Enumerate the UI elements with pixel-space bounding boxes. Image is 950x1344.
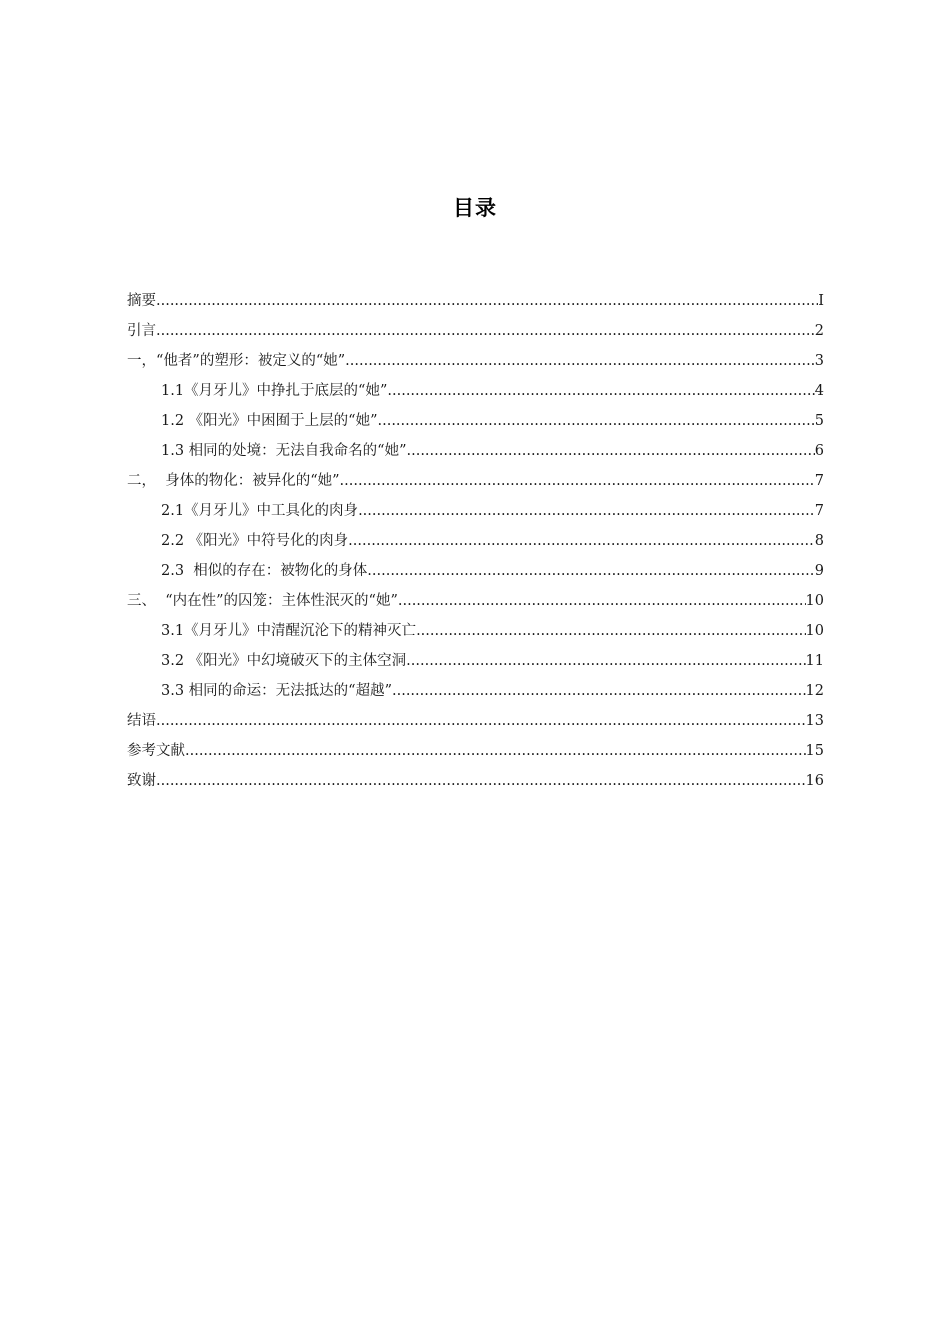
toc-entry-title: 3.2 《阳光》中幻境破灭下的主体空洞	[161, 653, 407, 669]
toc-entry-page-number: 4	[814, 383, 824, 399]
toc-entry-title: 2.3 相似的存在：被物化的身体	[161, 563, 368, 579]
table-of-contents	[127, 290, 824, 800]
toc-dot-leader	[367, 560, 814, 582]
toc-entry-page-number: 7	[814, 473, 824, 489]
toc-entry[interactable]	[127, 470, 824, 500]
toc-dot-leader	[392, 680, 806, 702]
toc-dot-leader	[348, 530, 815, 552]
toc-entry-title: 三、 “内在性”的囚笼：主体性泯灭的“她”	[127, 593, 398, 609]
toc-entry-title: 二， 身体的物化：被异化的“她”	[127, 473, 340, 489]
toc-entry-page-number: 7	[814, 503, 824, 519]
toc-entry[interactable]	[127, 650, 824, 680]
toc-dot-leader	[156, 770, 806, 792]
toc-dot-leader	[407, 440, 815, 462]
toc-entry-page-number: 16	[805, 773, 824, 789]
toc-dot-leader	[416, 620, 805, 642]
toc-entry-title: 1.1《月牙儿》中挣扎于底层的“她”	[161, 383, 388, 399]
page-title: 目录	[453, 196, 497, 220]
toc-entry[interactable]	[127, 620, 824, 650]
toc-entry-title: 2.1《月牙儿》中工具化的肉身	[161, 503, 359, 519]
toc-entry-title: 1.2 《阳光》中困囿于上层的“她”	[161, 413, 378, 429]
toc-entry[interactable]	[127, 590, 824, 620]
toc-dot-leader	[358, 500, 815, 522]
toc-dot-leader	[345, 350, 815, 372]
toc-entry[interactable]	[127, 680, 824, 710]
toc-entry-title: 一，“他者”的塑形：被定义的“她”	[127, 353, 346, 369]
toc-entry[interactable]	[127, 350, 824, 380]
toc-entry[interactable]	[127, 710, 824, 740]
toc-dot-leader	[398, 590, 806, 612]
toc-entry-title: 摘要	[127, 293, 156, 309]
toc-entry-page-number: 10	[805, 593, 824, 609]
toc-entry-page-number: 8	[814, 533, 824, 549]
toc-entry-title: 2.2 《阳光》中符号化的肉身	[161, 533, 349, 549]
toc-entry[interactable]	[127, 380, 824, 410]
toc-entry-page-number: 2	[814, 323, 824, 339]
toc-dot-leader	[406, 650, 805, 672]
toc-entry-title: 引言	[127, 323, 156, 339]
toc-entry-page-number: I	[818, 293, 824, 309]
toc-entry-page-number: 5	[814, 413, 824, 429]
toc-entry[interactable]	[127, 410, 824, 440]
toc-entry-page-number: 9	[814, 563, 824, 579]
toc-entry[interactable]	[127, 290, 824, 320]
toc-dot-leader	[185, 740, 806, 762]
toc-entry[interactable]	[127, 560, 824, 590]
toc-dot-leader	[156, 710, 806, 732]
toc-entry-page-number: 13	[805, 713, 824, 729]
toc-entry-title: 1.3 相同的处境：无法自我命名的“她”	[161, 443, 407, 459]
toc-entry-page-number: 11	[805, 653, 824, 669]
toc-entry[interactable]	[127, 530, 824, 560]
toc-entry-page-number: 3	[814, 353, 824, 369]
toc-entry[interactable]	[127, 500, 824, 530]
toc-entry-title: 致谢	[127, 773, 156, 789]
toc-entry[interactable]	[127, 440, 824, 470]
toc-entry[interactable]	[127, 740, 824, 770]
toc-dot-leader	[156, 320, 815, 342]
toc-entry-page-number: 15	[805, 743, 824, 759]
toc-entry-page-number: 6	[814, 443, 824, 459]
toc-entry-title: 参考文献	[127, 743, 185, 759]
toc-entry-page-number: 12	[805, 683, 824, 699]
toc-entry-page-number: 10	[805, 623, 824, 639]
toc-entry[interactable]	[127, 770, 824, 800]
toc-entry-title: 3.1《月牙儿》中清醒沉沦下的精神灭亡	[161, 623, 417, 639]
toc-entry-title: 结语	[127, 713, 156, 729]
toc-dot-leader	[156, 290, 818, 312]
toc-dot-leader	[340, 470, 815, 492]
toc-dot-leader	[378, 410, 815, 432]
toc-dot-leader	[387, 380, 814, 402]
toc-entry-title: 3.3 相同的命运：无法抵达的“超越”	[161, 683, 392, 699]
toc-entry[interactable]	[127, 320, 824, 350]
